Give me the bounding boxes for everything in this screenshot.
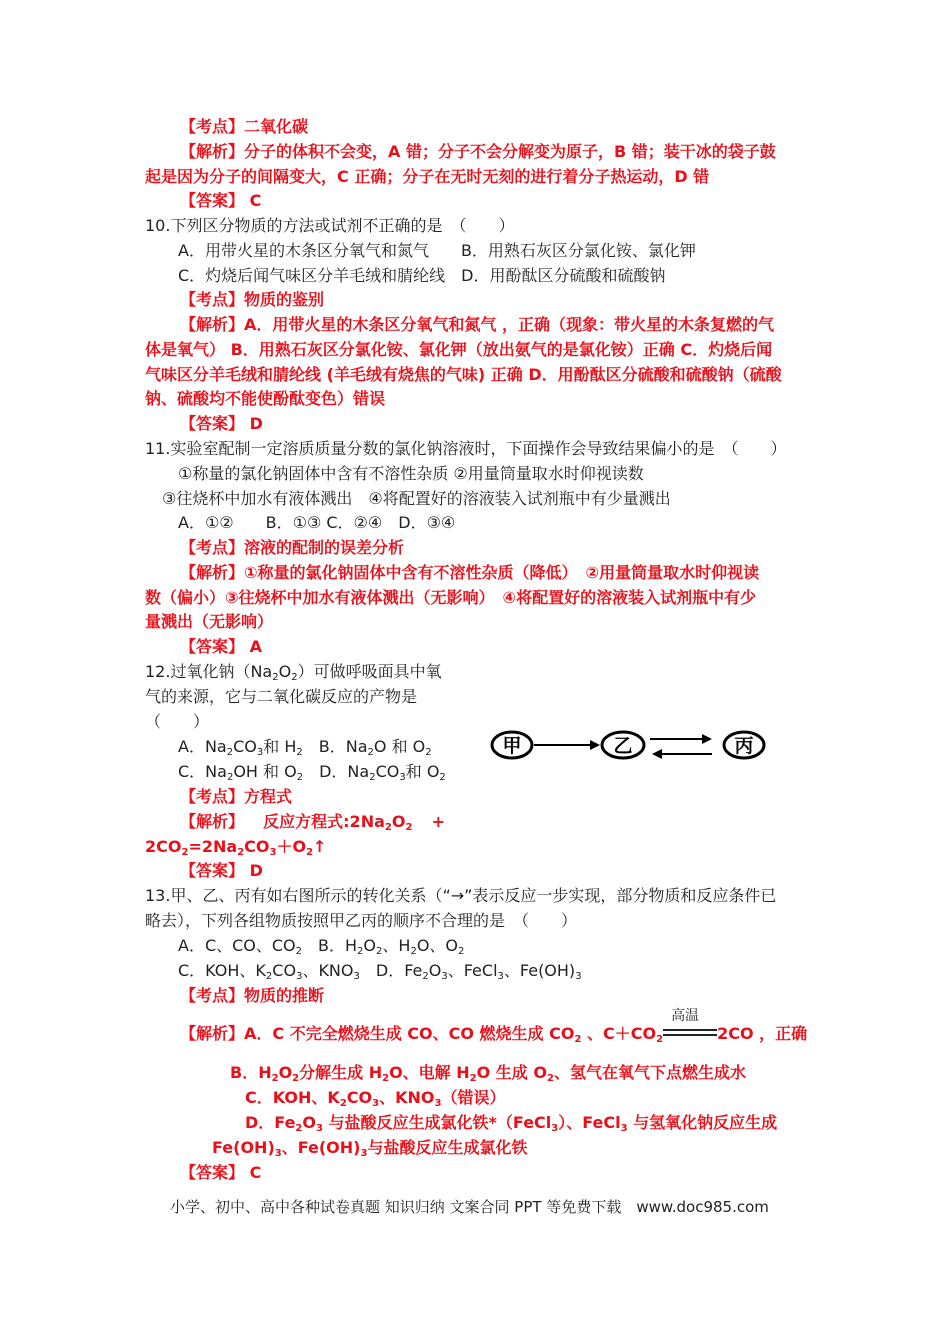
arrowhead-jia-to-yi bbox=[590, 740, 600, 750]
conversion-diagram bbox=[490, 728, 770, 768]
q11-jiexi-line1: 【解析】①称量的氯化钠固体中含有不溶性杂质（降低） ②用量筒量取水时仰视读 bbox=[180, 563, 760, 582]
q12-options-ab: A．$Na_2CO_3$和 $H_2$ B．$Na_2O$ 和 $O_2$ bbox=[178, 737, 432, 758]
node-jia-label: 甲 bbox=[502, 735, 522, 757]
gaowen-line-bottom bbox=[663, 1034, 717, 1036]
q11-kaodian: 【考点】溶液的配制的误差分析 bbox=[180, 538, 405, 557]
q10-jiexi-line1: 【解析】A．用带火星的木条区分氧气和氮气 ，正确（现象：带火星的木条复燃的气 bbox=[180, 315, 774, 334]
node-bing-label: 丙 bbox=[734, 735, 754, 757]
q13-daan: 【答案】 C bbox=[180, 1163, 262, 1182]
q13-kaodian: 【考点】物质的推断 bbox=[180, 986, 325, 1005]
gaowen-line-top bbox=[663, 1029, 717, 1031]
q11-daan: 【答案】 A bbox=[180, 637, 262, 656]
q12-kaodian: 【考点】方程式 bbox=[180, 787, 293, 806]
arrowhead-yi-to-bing bbox=[702, 734, 712, 744]
q13-jiexi-d: D．$Fe_2O_3$ 与盐酸反应生成氯化铁*（FeCl$_3$）、FeCl$_3$ 与氢氧化钠反应生成 bbox=[245, 1113, 778, 1134]
q12-daan: 【答案】 D bbox=[180, 861, 263, 880]
gaowen-label: 高温 bbox=[671, 1008, 700, 1024]
q13-jiexi-c: C．KOH、$K_2CO_3$、$KNO_3$（错误） bbox=[245, 1088, 506, 1109]
q11-items-line1: ①称量的氯化钠固体中含有不溶性杂质 ②用量筒量取水时仰视读数 bbox=[178, 464, 644, 483]
q9-jiexi-line2: 起是因为分子的间隔变大，C 正确；分子在无时无刻的进行着分子热运动，D 错 bbox=[145, 167, 710, 186]
q10-jiexi-line2: 体是氧气） B．用熟石灰区分氯化铵、氯化钾（放出氨气的是氯化铵）正确 C．灼烧后闻 bbox=[145, 340, 773, 359]
q11-jiexi-line2: 数（偏小）③往烧杯中加水有液体溅出（无影响） ④将配置好的溶液装入试剂瓶中有少 bbox=[145, 588, 757, 607]
q12-options-cd: C．$Na_2OH$ 和 $O_2$ D．$Na_2CO_3$和 $O_2$ bbox=[178, 762, 446, 783]
node-yi-label: 乙 bbox=[613, 735, 633, 757]
q12-stem-line2: 气的来源，它与二氧化碳反应的产物是 bbox=[145, 687, 418, 706]
q12-stem-line1: 12.过氧化钠$(Na_2O_2)$可做呼吸面具中氧 bbox=[145, 662, 442, 683]
q10-daan: 【答案】 D bbox=[180, 414, 263, 433]
q10-stem: 10.下列区分物质的方法或试剂不正确的是 （ ） bbox=[145, 216, 515, 235]
q11-items-line2: ③往烧杯中加水有液体溅出 ④将配置好的溶液装入试剂瓶中有少量溅出 bbox=[162, 489, 671, 508]
q13-options-cd: C．KOH、$K_2CO_3$、$KNO_3$ D．$Fe_2O_3$、FeCl$_3$、$Fe(OH)_3$ bbox=[178, 961, 582, 982]
q13-jiexi-b: B．$H_2O_2$分解生成 $H_2O$、电解 $H_2O$ 生成 $O_2$、氢气在氧气下点燃生成水 bbox=[230, 1063, 746, 1084]
q13-stem-line2: 略去），下列各组物质按照甲乙丙的顺序不合理的是 （ ） bbox=[145, 911, 578, 930]
q11-options: A．①② B．①③ C．②④ D．③④ bbox=[178, 513, 456, 532]
q10-options-cd: C．灼烧后闻气味区分羊毛绒和腈纶线 D．用酚酞区分硫酸和硫酸钠 bbox=[178, 266, 666, 285]
q10-options-ab: A．用带火星的木条区分氧气和氮气 B．用熟石灰区分氯化铵、氯化钾 bbox=[178, 241, 696, 260]
q13-stem-line1: 13.甲、乙、丙有如右图所示的转化关系（“→”表示反应一步实现，部分物质和反应条件已 bbox=[145, 886, 777, 905]
page-footer: 小学、初中、高中各种试卷真题 知识归纳 文案合同 PPT 等免费下载 www.doc985.com bbox=[170, 1198, 769, 1216]
q10-kaodian: 【考点】物质的鉴别 bbox=[180, 290, 325, 309]
q10-jiexi-line3: 气味区分羊毛绒和腈纶线 (羊毛绒有烧焦的气味) 正确 D．用酚酞区分硫酸和硫酸钠（硫酸 bbox=[145, 365, 782, 384]
q13-jiexi-e: $Fe(OH)_3$、$Fe(OH)_3$与盐酸反应生成氯化铁 bbox=[212, 1138, 528, 1159]
q11-stem: 11.实验室配制一定溶质质量分数的氯化钠溶液时，下面操作会导致结果偏小的是 （ ） bbox=[145, 439, 787, 458]
q9-kaodian: 【考点】二氧化碳 bbox=[180, 117, 309, 136]
q9-daan: 【答案】 C bbox=[180, 191, 262, 210]
arrowhead-bing-to-yi bbox=[652, 749, 662, 759]
gaowen-condition bbox=[663, 1008, 717, 1041]
q10-jiexi-line4: 钠、硫酸均不能使酚酞变色）错误 bbox=[145, 389, 386, 408]
q13-jiexi-a: 【解析】A．C 不完全燃烧生成 CO、CO 燃烧生成 $CO_2$ 、$C+CO_2$ 高温 2CO ，正确 bbox=[180, 1023, 807, 1051]
q11-jiexi-line3: 量溅出（无影响） bbox=[145, 612, 274, 631]
q13-options-ab: A．C、CO、$CO_2$ B．$H_2O_2$、$H_2O$、$O_2$ bbox=[178, 936, 465, 957]
q12-jiexi-line2: $2CO_2=2Na_2CO_3+O_2↑$ bbox=[145, 837, 327, 858]
q9-jiexi-line1: 【解析】分子的体积不会变，A 错；分子不会分解变为原子，B 错；装干冰的袋子鼓 bbox=[180, 142, 776, 161]
q12-jiexi-line1: 【解析】 反应方程式$:2Na_2O_2$ + bbox=[180, 812, 445, 833]
q12-stem-line3: （ ） bbox=[145, 712, 210, 731]
